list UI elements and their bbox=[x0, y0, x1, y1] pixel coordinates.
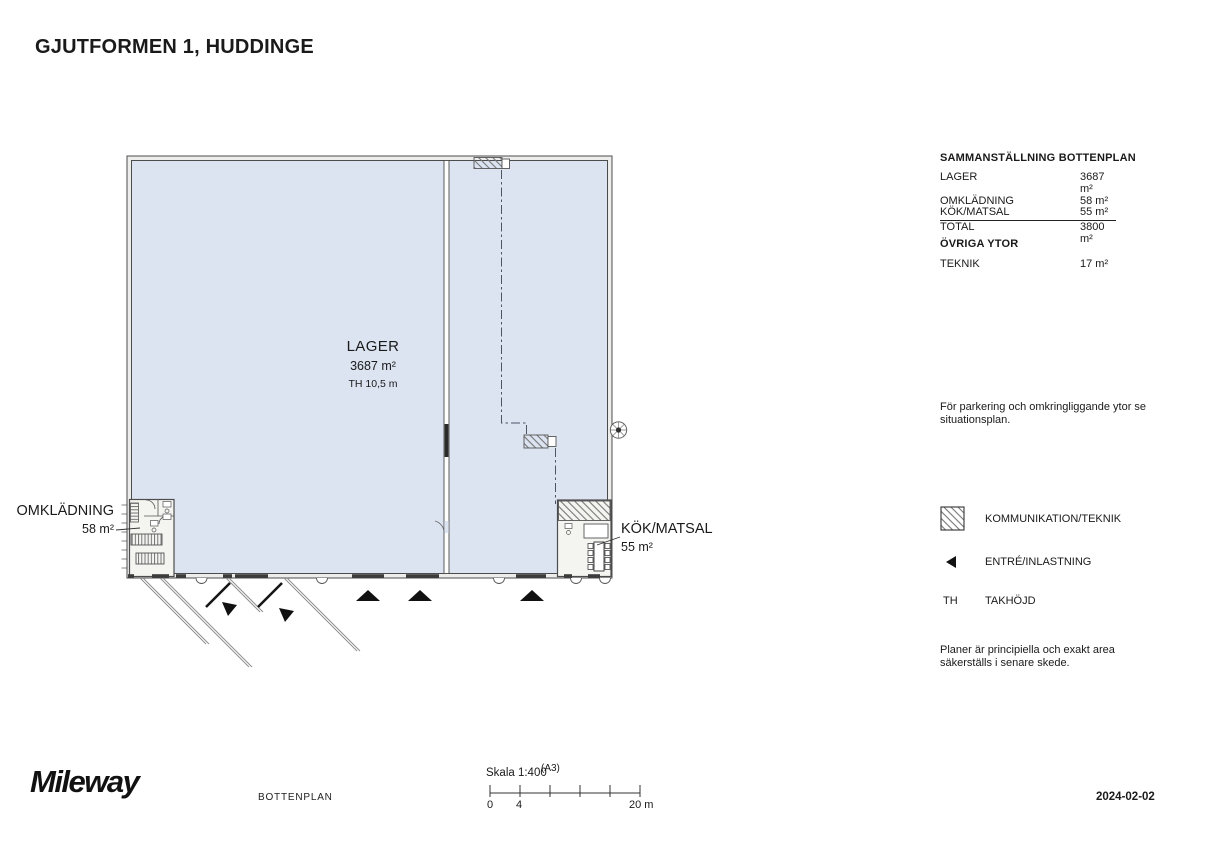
scale-bar-graphic bbox=[490, 785, 640, 797]
scale-tick-0: 0 bbox=[487, 799, 494, 811]
bench bbox=[136, 553, 164, 564]
row-value: 58 m² bbox=[1080, 194, 1109, 207]
row-label: KÖK/MATSAL bbox=[940, 206, 1010, 219]
hatch-box-icon bbox=[940, 506, 985, 532]
ramps bbox=[140, 578, 360, 667]
kok-matsal-area: 55 m² bbox=[621, 540, 653, 554]
kok-matsal-room bbox=[558, 500, 612, 577]
summary-row-lager bbox=[940, 172, 1116, 196]
lager-area: 3687 m² bbox=[350, 359, 396, 373]
th-symbol: TH bbox=[943, 595, 958, 607]
omkladning-area: 58 m² bbox=[82, 522, 114, 536]
wc-fixture bbox=[151, 521, 159, 527]
summary-row-kok-matsal bbox=[940, 207, 1116, 221]
disclaimer-note: Planer är principiella och exakt area säkerställs i senare skede. bbox=[940, 644, 1115, 669]
kok-matsal-name: KÖK/MATSAL bbox=[621, 521, 713, 537]
wall-door-opening bbox=[445, 424, 449, 457]
parking-note: För parkering och omkringliggande ytor se situationsplan. bbox=[940, 401, 1147, 426]
stair bbox=[131, 534, 162, 545]
row-value: 3800 m² bbox=[1080, 221, 1105, 245]
omkladning-name: OMKLÄDNING bbox=[16, 503, 114, 519]
summary-panel bbox=[940, 152, 1152, 246]
scale-label: Skala 1:400 bbox=[486, 767, 547, 779]
row-value: 55 m² bbox=[1080, 206, 1109, 219]
mileway-logo: Mileway bbox=[30, 764, 139, 799]
row-label: TOTAL bbox=[940, 221, 975, 234]
row-label: LAGER bbox=[940, 171, 978, 183]
other-areas-heading: ÖVRIGA YTOR bbox=[940, 238, 1019, 250]
lager-name: LAGER bbox=[346, 338, 400, 355]
drawing-name: BOTTENPLAN bbox=[258, 792, 333, 803]
scale-tick-4: 4 bbox=[516, 799, 523, 811]
dining-table bbox=[594, 542, 604, 571]
paper-size-label: (A3) bbox=[541, 763, 560, 774]
legend-item-entre bbox=[940, 556, 1091, 568]
kok-matsal-room-label bbox=[621, 521, 713, 554]
lager-ceiling-height: TH 10,5 m bbox=[348, 378, 398, 390]
legend-item-kommunikation bbox=[940, 506, 1121, 532]
row-label: OMKLÄDNING bbox=[940, 194, 1014, 207]
drawing-date: 2024-02-02 bbox=[1096, 791, 1155, 803]
legend-label: KOMMUNIKATION/TEKNIK bbox=[985, 513, 1122, 525]
ramp-gates bbox=[206, 583, 282, 607]
omkladning-room bbox=[130, 500, 175, 577]
other-areas-panel bbox=[940, 238, 1152, 271]
teknik-hatch-mid bbox=[524, 435, 556, 448]
door-swing-bumps bbox=[196, 578, 611, 584]
legend-label: TAKHÖJD bbox=[985, 595, 1036, 607]
left-wall-ticks bbox=[122, 505, 127, 568]
lager-room-label bbox=[288, 338, 458, 390]
teknik-hatch-top bbox=[474, 158, 510, 169]
counter bbox=[584, 524, 608, 538]
arrow-left-icon bbox=[940, 556, 985, 568]
row-value: 17 m² bbox=[1080, 258, 1109, 270]
scale-tick-20: 20 m bbox=[629, 799, 654, 811]
other-areas-row-teknik bbox=[940, 259, 1116, 271]
fan-icon bbox=[610, 422, 626, 438]
wc-fixture bbox=[163, 502, 171, 508]
page-title: GJUTFORMEN 1, HUDDINGE bbox=[35, 36, 314, 58]
row-value: 3687 m² bbox=[1080, 171, 1105, 195]
row-label: TEKNIK bbox=[940, 258, 980, 270]
legend-item-takhojd bbox=[940, 595, 1036, 607]
wc-fixture bbox=[163, 514, 171, 520]
kommunikation-teknik-hatch bbox=[559, 501, 611, 521]
ladder bbox=[131, 503, 139, 522]
omkladning-room-label bbox=[2, 503, 114, 536]
summary-heading: SAMMANSTÄLLNING BOTTENPLAN bbox=[940, 152, 1136, 164]
sink-fixture bbox=[565, 524, 572, 529]
legend-label: ENTRÉ/INLASTNING bbox=[985, 556, 1092, 568]
